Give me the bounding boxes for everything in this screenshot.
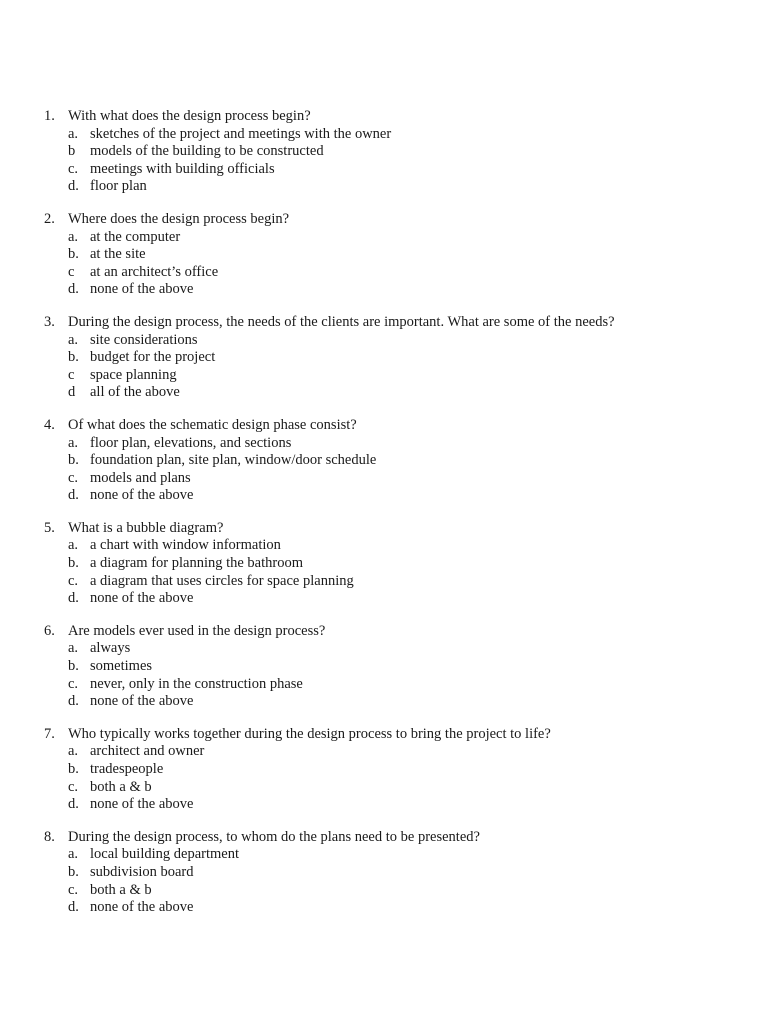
option-text: local building department [90, 846, 239, 863]
option-letter: a. [68, 846, 79, 863]
answer-option [0, 779, 768, 797]
option-text: none of the above [90, 899, 194, 916]
option-letter: b. [68, 658, 79, 675]
answer-option [0, 349, 768, 367]
question-text: During the design process, the needs of the clients are important. What are some of the needs? [68, 313, 615, 330]
option-letter: d. [68, 899, 79, 916]
option-text: at an architect’s office [90, 263, 219, 280]
option-text: sometimes [90, 658, 153, 675]
option-letter: a. [68, 228, 79, 245]
question-text: Are models ever used in the design process? [68, 622, 326, 639]
option-letter: d. [68, 487, 79, 504]
answer-option [0, 452, 768, 470]
option-letter: a. [68, 743, 79, 760]
option-letter: a. [68, 125, 79, 142]
question-item [0, 520, 768, 608]
option-text: models of the building to be constructed [90, 143, 324, 160]
answer-option [0, 143, 768, 161]
question-number: 7. [44, 725, 55, 742]
option-text: foundation plan, site plan, window/door schedule [90, 452, 377, 469]
question-number: 8. [44, 828, 55, 845]
option-letter: c [68, 366, 75, 383]
option-letter: a. [68, 331, 79, 348]
option-text: floor plan [90, 178, 147, 195]
option-letter: a. [68, 434, 79, 451]
answer-option [0, 161, 768, 179]
option-text: none of the above [90, 487, 194, 504]
option-letter: b. [68, 349, 79, 366]
answer-option [0, 537, 768, 555]
question-text: Where does the design process begin? [68, 210, 290, 227]
option-letter: b [68, 143, 76, 160]
answer-option [0, 676, 768, 694]
option-letter: b. [68, 863, 79, 880]
option-letter: d [68, 384, 76, 401]
answer-option [0, 229, 768, 247]
question-item [0, 417, 768, 505]
option-text: always [90, 640, 131, 657]
question-line [0, 314, 768, 332]
question-number: 5. [44, 519, 55, 536]
option-text: all of the above [90, 384, 180, 401]
option-letter: c. [68, 675, 79, 692]
option-text: none of the above [90, 693, 194, 710]
answer-option [0, 367, 768, 385]
question-text: Who typically works together during the design process to bring the project to life? [68, 725, 551, 742]
question-line [0, 829, 768, 847]
option-letter: a. [68, 640, 79, 657]
option-text: subdivision board [90, 863, 194, 880]
question-line [0, 520, 768, 538]
option-letter: c [68, 263, 75, 280]
option-letter: d. [68, 178, 79, 195]
option-letter: d. [68, 693, 79, 710]
question-item [0, 108, 768, 196]
answer-option [0, 264, 768, 282]
option-text: sketches of the project and meetings with the owner [90, 125, 392, 142]
option-text: a diagram that uses circles for space planning [90, 572, 354, 589]
option-letter: c. [68, 881, 79, 898]
question-text: What is a bubble diagram? [68, 519, 224, 536]
answer-option [0, 743, 768, 761]
answer-option [0, 761, 768, 779]
answer-option [0, 246, 768, 264]
question-number: 2. [44, 210, 55, 227]
option-letter: a. [68, 537, 79, 554]
option-text: budget for the project [90, 349, 216, 366]
answer-option [0, 864, 768, 882]
question-text: During the design process, to whom do the plans need to be presented? [68, 828, 480, 845]
question-number: 1. [44, 108, 55, 124]
option-letter: c. [68, 160, 79, 177]
question-line [0, 108, 768, 126]
option-text: architect and owner [90, 743, 205, 760]
option-letter: c. [68, 469, 79, 486]
question-item [0, 829, 768, 917]
answer-option [0, 658, 768, 676]
option-letter: b. [68, 246, 79, 263]
question-item [0, 726, 768, 814]
option-text: tradespeople [90, 761, 164, 777]
answer-option [0, 435, 768, 453]
question-text: Of what does the schematic design phase consist? [68, 416, 357, 433]
question-number: 3. [44, 313, 55, 330]
option-letter: b. [68, 761, 79, 777]
question-line [0, 211, 768, 229]
option-text: none of the above [90, 590, 194, 607]
question-number: 4. [44, 416, 55, 433]
option-text: none of the above [90, 281, 194, 298]
option-letter: c. [68, 778, 79, 795]
option-letter: d. [68, 590, 79, 607]
option-text: floor plan, elevations, and sections [90, 434, 292, 451]
option-text: never, only in the construction phase [90, 675, 303, 692]
option-text: models and plans [90, 469, 191, 486]
question-item [0, 211, 768, 299]
question-text: With what does the design process begin? [68, 108, 311, 124]
option-text: both a & b [90, 881, 152, 898]
option-letter: d. [68, 281, 79, 298]
option-text: none of the above [90, 796, 194, 813]
option-letter: c. [68, 572, 79, 589]
option-letter: b. [68, 555, 79, 572]
answer-option [0, 384, 768, 402]
answer-option [0, 899, 768, 917]
answer-option [0, 846, 768, 864]
option-letter: b. [68, 452, 79, 469]
answer-option [0, 555, 768, 573]
answer-option [0, 281, 768, 299]
option-text: a chart with window information [90, 537, 281, 554]
answer-option [0, 693, 768, 711]
question-item [0, 623, 768, 711]
option-text: at the computer [90, 228, 181, 245]
option-text: both a & b [90, 778, 152, 795]
answer-option [0, 126, 768, 144]
quiz-list [0, 108, 768, 932]
answer-option [0, 470, 768, 488]
answer-option [0, 573, 768, 591]
question-line [0, 623, 768, 641]
answer-option [0, 487, 768, 505]
answer-option [0, 590, 768, 608]
answer-option [0, 882, 768, 900]
answer-option [0, 178, 768, 196]
answer-option [0, 332, 768, 350]
option-text: meetings with building officials [90, 160, 275, 177]
answer-option [0, 796, 768, 814]
option-text: site considerations [90, 331, 198, 348]
option-text: at the site [90, 246, 146, 263]
question-line [0, 726, 768, 744]
option-text: space planning [90, 366, 177, 383]
question-number: 6. [44, 622, 55, 639]
question-item [0, 314, 768, 402]
answer-option [0, 640, 768, 658]
option-letter: d. [68, 796, 79, 813]
option-text: a diagram for planning the bathroom [90, 555, 304, 572]
question-line [0, 417, 768, 435]
